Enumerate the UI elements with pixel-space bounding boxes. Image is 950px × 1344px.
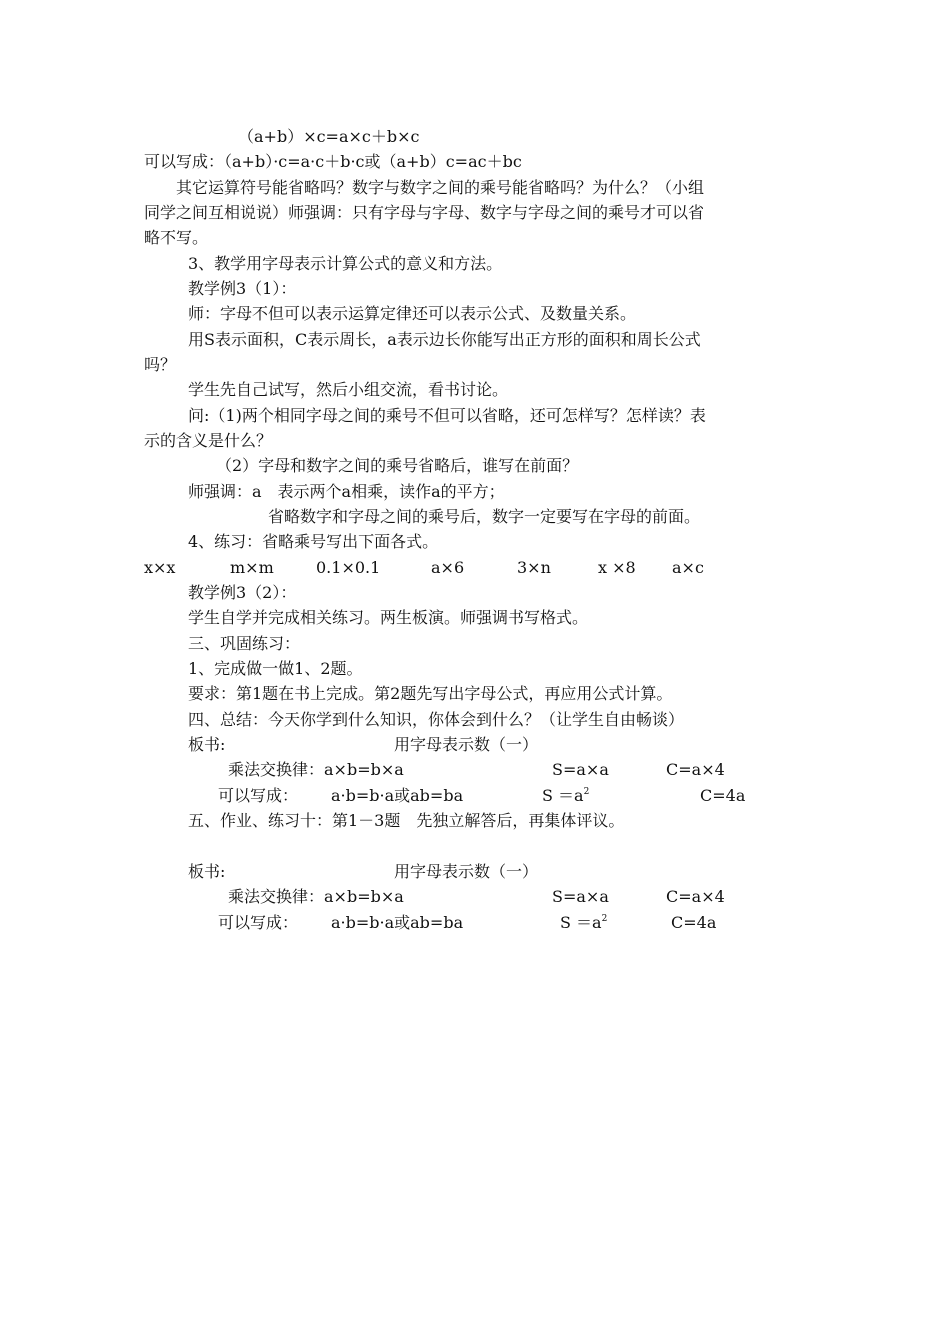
exponent: 2 xyxy=(583,787,590,797)
board-area-squared: $S =a^2$ xyxy=(560,913,608,932)
paragraph-line: 同学之间互相说说）师强调：只有字母与字母、数字与字母之间的乘号才可以省 xyxy=(144,203,705,222)
exercise-item: a×c xyxy=(672,558,704,577)
exercise-item: 3×n xyxy=(517,558,551,577)
paragraph-line: 省略数字和字母之间的乘号后，数字一定要写在字母的前面。 xyxy=(268,507,701,526)
paragraph-line: 学生自学并完成相关练习。两生板演。师强调书写格式。 xyxy=(188,608,589,627)
board-label: 板书: xyxy=(188,735,226,754)
section-heading: 三、巩固练习： xyxy=(188,634,301,653)
board-law: 乘法交换律：a×b=b×a xyxy=(228,887,404,906)
example-heading: 教学例3（2）： xyxy=(188,583,297,602)
board-written-label: 可以写成： xyxy=(218,786,299,805)
paragraph-line: 师：字母不但可以表示运算定律还可以表示公式、及数量关系。 xyxy=(188,304,637,323)
board-title: 用字母表示数（一） xyxy=(394,735,539,754)
exponent: 2 xyxy=(601,914,608,924)
paragraph-line: 示的含义是什么？ xyxy=(144,431,273,450)
board-area-squared: $S =a^2$ xyxy=(542,786,590,805)
board-title: 用字母表示数（一） xyxy=(394,862,539,881)
section-heading: 四、总结：今天你学到什么知识，你体会到什么？（让学生自由畅谈） xyxy=(188,710,685,729)
board-perimeter-formula: C=a×4 xyxy=(666,887,725,906)
section-heading: 五、作业、练习十：第1－3题 先独立解答后，再集体评议。 xyxy=(188,811,625,830)
board-written-label: 可以写成： xyxy=(218,913,299,932)
board-law: 乘法交换律：a×b=b×a xyxy=(228,760,404,779)
exercise-item: m×m xyxy=(230,558,274,577)
exercise-item: x×x xyxy=(144,558,176,577)
paragraph-line: 问:（1)两个相同字母之间的乘号不但可以省略，还可怎样写？怎样读？表 xyxy=(188,406,706,425)
paragraph-line: 要求：第1题在书上完成。第2题先写出字母公式，再应用公式计算。 xyxy=(188,684,673,703)
section-heading: 4、练习：省略乘号写出下面各式。 xyxy=(188,532,439,551)
board-area-formula: S=a×a xyxy=(552,887,609,906)
formula-distributive: （a+b）×c=a×c＋b×c xyxy=(238,127,420,146)
paragraph-line: 吗？ xyxy=(144,355,177,374)
paragraph-line: 师强调：a 表示两个a相乘，读作a的平方； xyxy=(188,482,505,501)
formula-written-form: 可以写成：（a+b）·c=a·c＋b·c或（a+b）c=ac＋bc xyxy=(144,152,522,171)
paragraph-line: 1、完成做一做1、2题。 xyxy=(188,659,363,678)
board-perimeter-formula: C=a×4 xyxy=(666,760,725,779)
paragraph-line: （2）字母和数字之间的乘号省略后，谁写在前面？ xyxy=(216,456,579,475)
board-written-expression: a·b=b·a或ab=ba xyxy=(331,786,464,805)
paragraph-line: 学生先自己试写，然后小组交流，看书讨论。 xyxy=(188,380,509,399)
paragraph-line: 其它运算符号能省略吗？数字与数字之间的乘号能省略吗？为什么？（小组 xyxy=(176,178,705,197)
board-perimeter-short: C=4a xyxy=(671,913,717,932)
board-area-formula: S=a×a xyxy=(552,760,609,779)
example-heading: 教学例3（1）： xyxy=(188,279,297,298)
board-perimeter-short: C=4a xyxy=(700,786,746,805)
board-written-expression: a·b=b·a或ab=ba xyxy=(331,913,464,932)
section-heading: 3、教学用字母表示计算公式的意义和方法。 xyxy=(188,254,503,273)
exercise-item: x ×8 xyxy=(598,558,636,577)
exercise-item: a×6 xyxy=(431,558,465,577)
board-label: 板书: xyxy=(188,862,226,881)
paragraph-line: 用S表示面积，C表示周长，a表示边长你能写出正方形的面积和周长公式 xyxy=(188,330,701,349)
exercise-item: 0.1×0.1 xyxy=(316,558,381,577)
paragraph-line: 略不写。 xyxy=(144,228,209,247)
